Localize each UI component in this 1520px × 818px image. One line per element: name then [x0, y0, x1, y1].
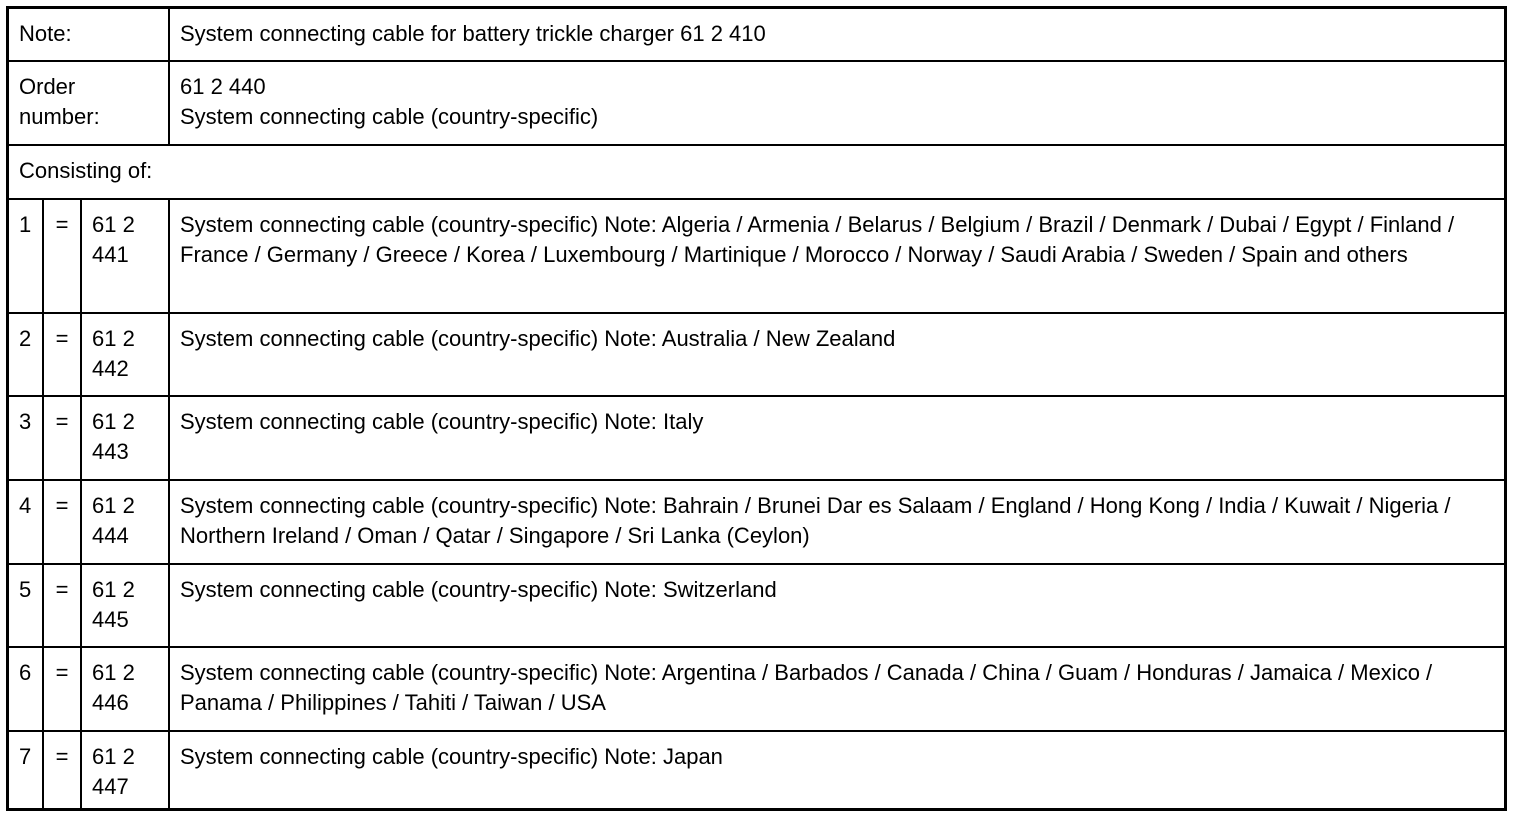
part-number-line2: 445	[92, 607, 129, 632]
part-symbol: =	[43, 313, 81, 396]
part-number	[81, 396, 169, 480]
consisting-label: Consisting of:	[9, 145, 1504, 199]
part-row	[9, 564, 1504, 647]
part-symbol: =	[43, 480, 81, 564]
part-number	[81, 731, 169, 810]
part-index: 3	[9, 396, 43, 480]
order-number: 61 2 440	[180, 74, 266, 99]
part-number	[81, 647, 169, 731]
part-description: System connecting cable (country-specific) Note: Japan	[169, 731, 1504, 810]
part-number-line2: 441	[92, 242, 129, 267]
part-number-line2: 444	[92, 523, 129, 548]
part-index: 1	[9, 199, 43, 313]
part-number-line2: 442	[92, 356, 129, 381]
part-description: System connecting cable (country-specific) Note: Switzerland	[169, 564, 1504, 647]
order-row	[9, 61, 1504, 145]
part-row	[9, 731, 1504, 810]
consisting-row	[9, 145, 1504, 199]
part-number	[81, 480, 169, 564]
part-number	[81, 313, 169, 396]
part-row	[9, 199, 1504, 313]
part-number-line2: 447	[92, 774, 129, 799]
parts-table	[9, 9, 1504, 810]
order-description: System connecting cable (country-specific)	[180, 104, 599, 129]
part-row	[9, 480, 1504, 564]
part-description: System connecting cable (country-specific) Note: Australia / New Zealand	[169, 313, 1504, 396]
part-row	[9, 396, 1504, 480]
part-row	[9, 647, 1504, 731]
order-label-line1: Order	[19, 74, 76, 99]
order-value	[169, 61, 1504, 145]
part-number-line2: 443	[92, 439, 129, 464]
part-number	[81, 564, 169, 647]
note-value: System connecting cable for battery trickle charger 61 2 410	[169, 9, 1504, 61]
part-number-line1: 61 2	[92, 744, 135, 769]
part-index: 7	[9, 731, 43, 810]
part-number	[81, 199, 169, 313]
part-number-line1: 61 2	[92, 212, 135, 237]
part-number-line2: 446	[92, 690, 129, 715]
order-label-line2: number:	[19, 104, 100, 129]
part-symbol: =	[43, 199, 81, 313]
parts-table-frame	[6, 6, 1507, 811]
part-description: System connecting cable (country-specific) Note: Argentina / Barbados / Canada / China / Guam / Honduras / Jamaica / Mexico / Panama / Philippines / Tahiti / Taiwan / USA	[169, 647, 1504, 731]
part-symbol: =	[43, 647, 81, 731]
part-symbol: =	[43, 564, 81, 647]
part-description: System connecting cable (country-specific) Note: Algeria / Armenia / Belarus / Belgium / Brazil / Denmark / Dubai / Egypt / Finland / France / Germany / Greece / Korea / Luxembourg / Martinique / Morocco / Norway / Saudi Arabia / Sweden / Spain and others	[169, 199, 1504, 313]
part-number-line1: 61 2	[92, 326, 135, 351]
note-row	[9, 9, 1504, 61]
part-row	[9, 313, 1504, 396]
part-number-line1: 61 2	[92, 493, 135, 518]
note-label: Note:	[9, 9, 169, 61]
part-index: 2	[9, 313, 43, 396]
part-index: 5	[9, 564, 43, 647]
part-symbol: =	[43, 396, 81, 480]
part-description: System connecting cable (country-specific) Note: Bahrain / Brunei Dar es Salaam / England / Hong Kong / India / Kuwait / Nigeria / Northern Ireland / Oman / Qatar / Singapore / Sri Lanka (Ceylon)	[169, 480, 1504, 564]
part-index: 6	[9, 647, 43, 731]
part-description: System connecting cable (country-specific) Note: Italy	[169, 396, 1504, 480]
order-label	[9, 61, 169, 145]
part-number-line1: 61 2	[92, 577, 135, 602]
part-symbol: =	[43, 731, 81, 810]
part-index: 4	[9, 480, 43, 564]
part-number-line1: 61 2	[92, 409, 135, 434]
part-number-line1: 61 2	[92, 660, 135, 685]
